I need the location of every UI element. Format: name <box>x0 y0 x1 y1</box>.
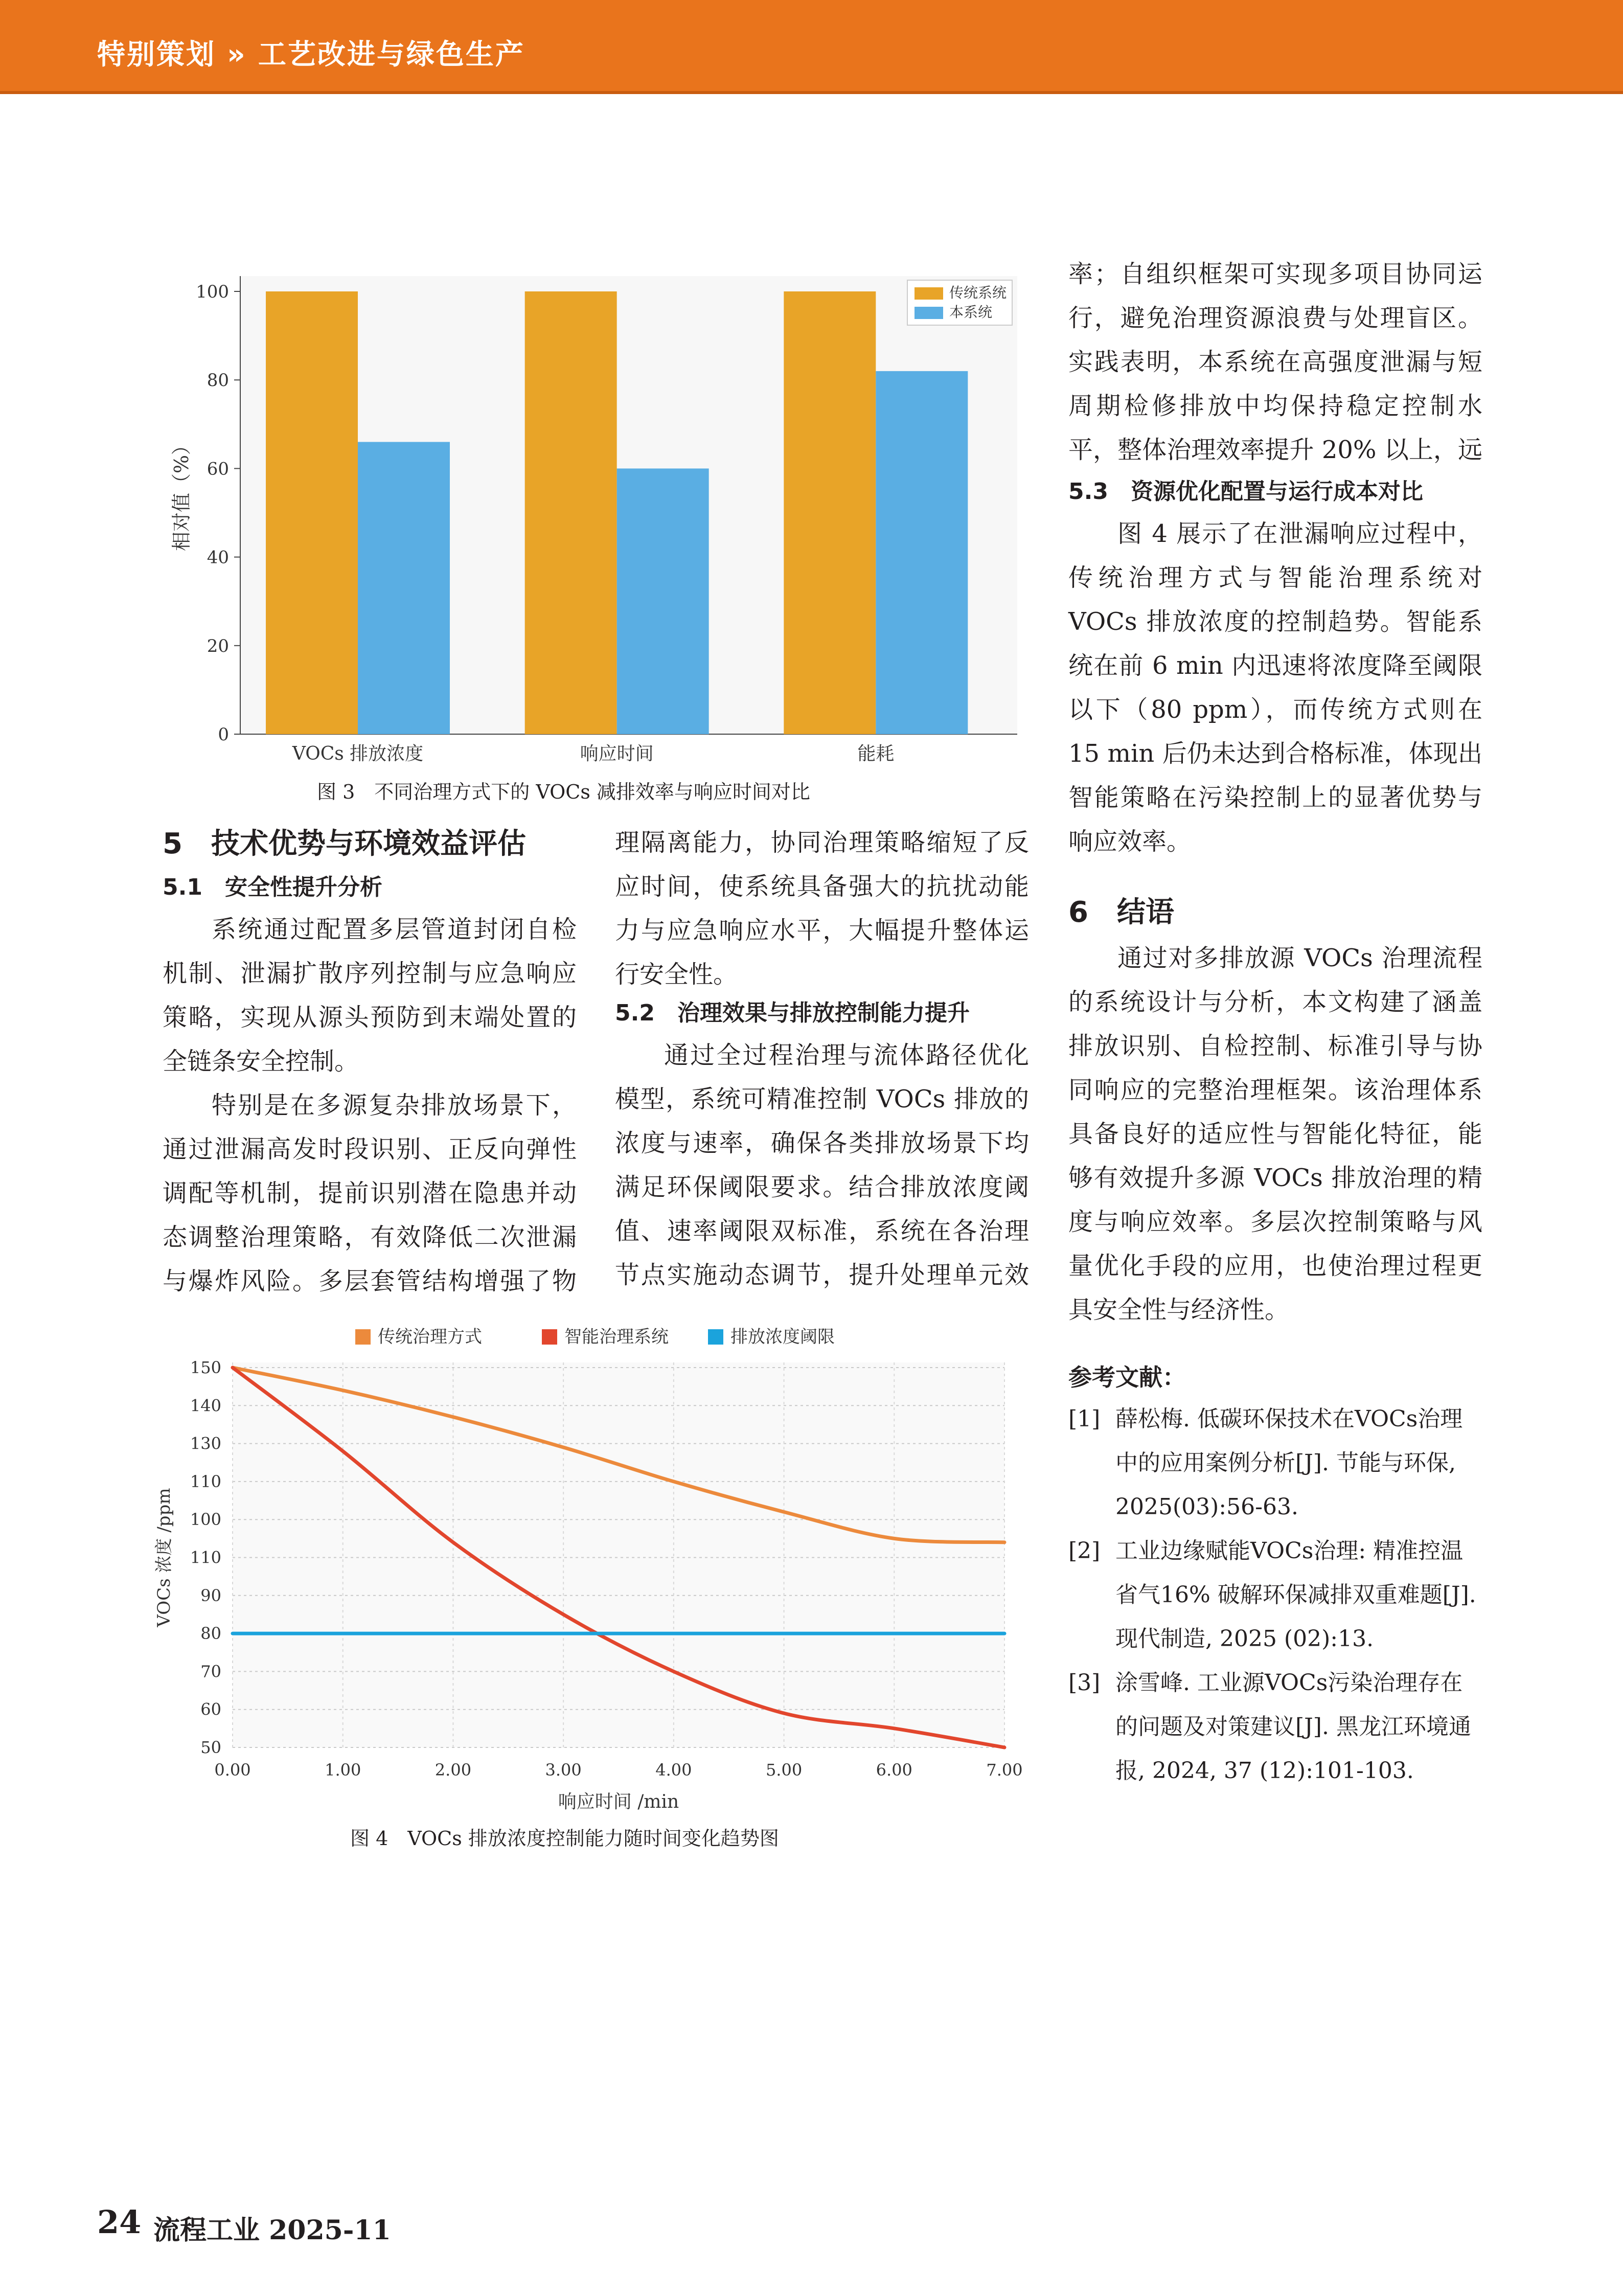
header-separator: » <box>227 38 247 71</box>
x-tick-label: 响应时间 <box>580 743 654 764</box>
reference-number: [2] <box>1068 1538 1101 1564</box>
reference-text: 薛松梅. 低碳环保技术在VOCs治理中的应用案例分析[J]. 节能与环保, 2025(03):56-63. <box>1115 1406 1463 1520</box>
legend-label: 智能治理系统 <box>564 1327 669 1347</box>
figure4-line-chart <box>153 1319 1043 1825</box>
x-tick-label: 4.00 <box>655 1760 692 1780</box>
section52-title: 5.2 治理效果与排放控制能力提升 <box>615 1000 970 1026</box>
legend-label: 传统系统 <box>949 284 1007 301</box>
y-tick-label: 110 <box>190 1548 221 1567</box>
y-tick-label: 150 <box>190 1358 221 1377</box>
figure3-bar-chart <box>153 256 1058 782</box>
column-1 <box>163 821 577 1301</box>
header-section: 特别策划 <box>97 38 216 71</box>
y-tick-label: 0 <box>218 724 229 745</box>
legend-label: 传统治理方式 <box>378 1327 482 1347</box>
figure4-caption: 图 4 VOCs 排放浓度控制能力随时间变化趋势图 <box>350 1827 779 1850</box>
x-tick-label: 6.00 <box>876 1760 912 1780</box>
legend-swatch <box>708 1329 723 1345</box>
section52-paragraph1-continued <box>1068 252 1482 472</box>
x-tick-label: 2.00 <box>435 1760 472 1780</box>
x-tick-label: 能耗 <box>857 743 895 764</box>
y-tick-label: 140 <box>190 1396 221 1416</box>
reference-item <box>1068 1397 1482 1529</box>
x-tick-label: 7.00 <box>986 1760 1023 1780</box>
bar-this-system <box>617 468 709 734</box>
y-axis-label: 相对值（%） <box>170 435 193 552</box>
y-tick-label: 50 <box>200 1738 221 1757</box>
header-topic: 工艺改进与绿色生产 <box>258 38 525 71</box>
column-2 <box>615 821 1029 1297</box>
x-tick-label: 3.00 <box>545 1760 582 1780</box>
plot-area <box>233 1362 1004 1747</box>
section51-paragraph1: 系统通过配置多层管道封闭自检机制、泄漏扩散序列控制与应急响应策略，实现从源头预防到末端处置的全链条安全控制。 <box>163 915 577 1076</box>
legend-swatch <box>355 1329 371 1345</box>
references-list <box>1068 1397 1482 1793</box>
x-tick-label: 1.00 <box>325 1760 361 1780</box>
legend-label: 排放浓度阈限 <box>730 1327 835 1347</box>
x-tick-label: 0.00 <box>214 1760 251 1780</box>
bar-this-system <box>876 371 968 734</box>
bar-this-system <box>358 442 450 734</box>
y-tick-label: 60 <box>207 459 229 480</box>
section51-paragraph2-continued <box>615 821 1029 993</box>
reference-text: 涂雪峰. 工业源VOCs污染治理存在的问题及对策建议[J]. 黑龙江环境通报, 2024, 37 (12):101-103. <box>1115 1670 1471 1784</box>
reference-text: 工业边缘赋能VOCs治理: 精准控温省气16% 破解环保减排双重难题[J]. 现代制造, 2025 (02):13. <box>1115 1538 1476 1652</box>
x-tick-label: VOCs 排放浓度 <box>292 743 424 764</box>
y-tick-label: 100 <box>196 282 229 302</box>
y-tick-label: 80 <box>207 370 229 391</box>
y-tick-label: 60 <box>200 1699 221 1719</box>
column-3 <box>1068 252 1482 1793</box>
reference-item <box>1068 1529 1482 1661</box>
section52-paragraph1-continued-text: 率；自组织框架可实现多项目协同运行，避免治理资源浪费与处理盲区。实践表明，本系统在高强度泄漏与短周期检修排放中均保持稳定控制水平，整体治理效率提升 20% 以上，远 <box>1068 260 1482 464</box>
section52-paragraph1: 通过全过程治理与流体路径优化模型，系统可精准控制 VOCs 排放的浓度与速率，确保各类排放场景下均满足环保阈限要求。结合排放浓度阈值、速率阈限双标准，系统在各治理节点实施动态调节，提升处理单元效 <box>615 1041 1029 1289</box>
references-title: 参考文献： <box>1068 1363 1186 1391</box>
reference-number: [3] <box>1068 1670 1101 1696</box>
y-tick-label: 100 <box>190 1510 221 1530</box>
y-tick-label: 90 <box>200 1585 221 1605</box>
bar-traditional <box>784 291 876 734</box>
section5-title: 5 技术优势与环境效益评估 <box>163 827 526 860</box>
legend-swatch <box>915 307 943 319</box>
figure3-caption: 图 3 不同治理方式下的 VOCs 减排效率与响应时间对比 <box>317 781 810 803</box>
reference-item <box>1068 1661 1482 1793</box>
x-axis-label: 响应时间 /min <box>558 1791 679 1812</box>
y-tick-label: 110 <box>190 1471 221 1491</box>
y-tick-label: 20 <box>207 635 229 656</box>
bar-traditional <box>266 291 358 734</box>
section53-paragraph1: 图 4 展示了在泄漏响应过程中，传统治理方式与智能治理系统对 VOCs 排放浓度的控制趋势。智能系统在前 6 min 内迅速将浓度降至阈限以下（80 ppm），而传统方式则在 15 min 后仍未达到合格标准，体现出智能策略在污染控制上的显著优势与响应效率。 <box>1068 519 1482 856</box>
header-shadow <box>0 91 1623 94</box>
section51-paragraph2: 特别是在多源复杂排放场景下，通过泄漏高发时段识别、正反向弹性调配等机制，提前识别潜在隐患并动态调整治理策略，有效降低二次泄漏与爆炸风险。多层套管结构增强了物 <box>163 1091 577 1295</box>
y-axis-label: VOCs 浓度 /ppm <box>154 1488 174 1627</box>
y-tick-label: 40 <box>207 547 229 568</box>
header-title <box>97 32 525 72</box>
x-tick-label: 5.00 <box>765 1760 803 1780</box>
page-number: 24 <box>97 2203 142 2241</box>
legend-swatch <box>542 1329 557 1345</box>
magazine-issue: 流程工业 2025-11 <box>153 2215 391 2246</box>
legend-swatch <box>915 287 943 300</box>
bar-traditional <box>525 291 617 734</box>
legend-label: 本系统 <box>949 304 993 321</box>
y-tick-label: 130 <box>190 1434 221 1453</box>
y-tick-label: 70 <box>200 1662 221 1681</box>
section6-paragraph1: 通过对多排放源 VOCs 治理流程的系统设计与分析，本文构建了涵盖排放识别、自检控制、标准引导与协同响应的完整治理框架。该治理体系具备良好的适应性与智能化特征，能够有效提升多源 VOCs 排放治理的精度与响应效率。多层次控制策略与风量优化手段的应用，也使治理过程更具安全性与经济性。 <box>1068 944 1482 1324</box>
section53-title: 5.3 资源优化配置与运行成本对比 <box>1068 479 1423 505</box>
y-tick-label: 80 <box>200 1624 221 1644</box>
section51-title: 5.1 安全性提升分析 <box>163 874 382 900</box>
reference-number: [1] <box>1068 1406 1101 1432</box>
section51-paragraph2-continued-text: 理隔离能力，协同治理策略缩短了反应时间，使系统具备强大的抗扰动能力与应急响应水平，大幅提升整体运行安全性。 <box>615 828 1029 989</box>
section6-title: 6 结语 <box>1068 896 1174 929</box>
